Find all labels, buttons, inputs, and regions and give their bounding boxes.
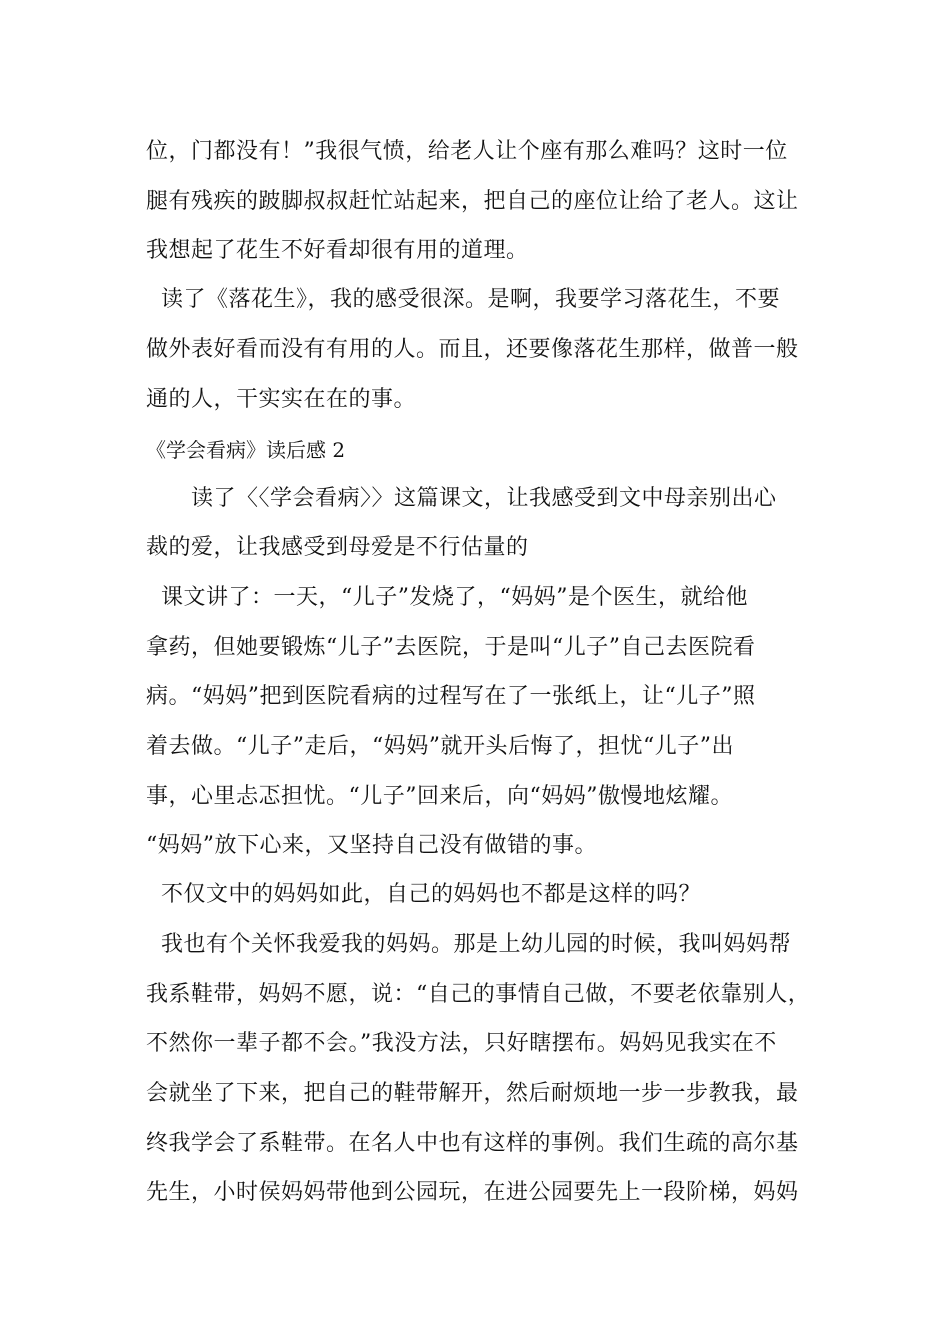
text-line: “妈妈”放下心来，又坚持自己没有做错的事。 [146,833,597,858]
text-line: 事，心里忐忑担忧。“儿子”回来后，向“妈妈”傲慢地炫耀。 [146,784,733,809]
section-heading: 《学会看病》读后感 2 [146,438,346,462]
text-line: 课文讲了：一天，“儿子”发烧了，“妈妈”是个医生，就给他 [146,585,748,610]
text-line: 我也有个关怀我爱我的妈妈。那是上幼儿园的时候，我叫妈妈帮 [146,932,791,957]
text-line: 做外表好看而没有有用的人。而且，还要像落花生那样，做普一般 [146,337,799,362]
text-line: 读了《落花生》，我的感受很深。是啊，我要学习落花生，不要 [146,287,780,312]
text-line: 通的人，干实实在在的事。 [146,387,417,412]
text-line: 拿药，但她要锻炼“儿子”去医院，于是叫“儿子”自己去医院看 [146,635,756,660]
text-line: 腿有残疾的跛脚叔叔赶忙站起来，把自己的座位让给了老人。这让 [146,189,799,214]
text-line: 病。“妈妈”把到医院看病的过程写在了一张纸上，让“儿子”照 [146,684,756,709]
text-line: 终我学会了系鞋带。在名人中也有这样的事例。我们生疏的高尔基 [146,1131,799,1156]
text-line: 我系鞋带，妈妈不愿，说：“自己的事情自己做，不要老依靠别人， [146,982,811,1007]
text-line: 位，门都没有！”我很气愤，给老人让个座有那么难吗？这时一位 [146,139,788,164]
text-line: 不仅文中的妈妈如此，自己的妈妈也不都是这样的吗？ [146,882,701,907]
text-line: 会就坐了下来，把自己的鞋带解开，然后耐烦地一步一步教我，最 [146,1081,799,1106]
text-line: 读了〈〈学会看病〉〉这篇课文，让我感受到文中母亲别出心 [146,486,777,511]
text-line: 不然你一辈子都不会。”我没方法，只好瞎摆布。妈妈见我实在不 [146,1031,777,1056]
text-line: 着去做。“儿子”走后，“妈妈”就开头后悔了，担忧“儿子”出 [146,734,734,759]
text-line: 我想起了花生不好看却很有用的道理。 [146,238,529,263]
text-line: 先生，小时侯妈妈带他到公园玩，在进公园要先上一段阶梯，妈妈 [146,1180,799,1205]
text-line: 裁的爱，让我感受到母爱是不行估量的 [146,535,529,560]
